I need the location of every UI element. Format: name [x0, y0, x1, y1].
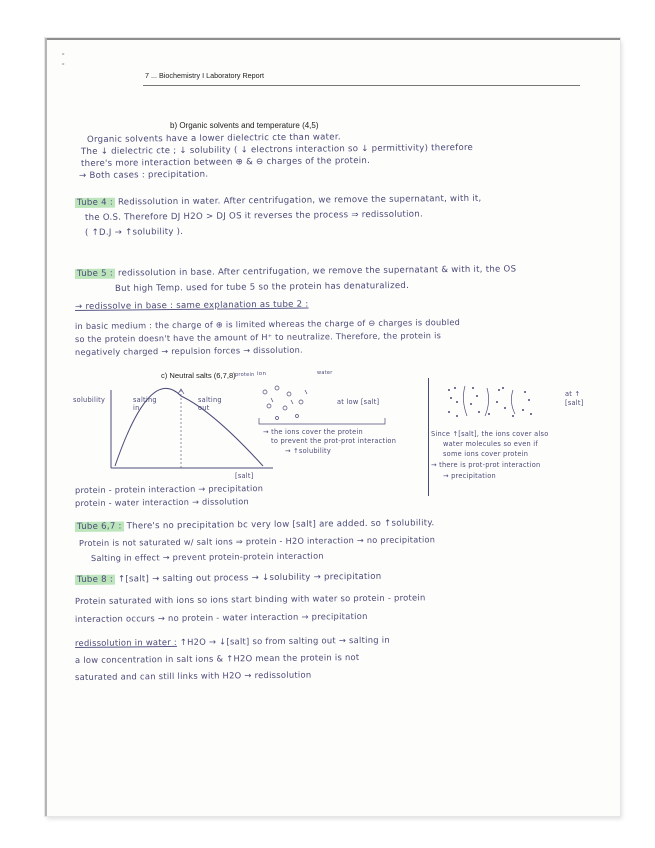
tube67-text: There's no precipitation bc very low [salt] are added. so ↑solubility.: [126, 518, 435, 532]
high-salt-note: water molecules so even if: [443, 440, 538, 448]
para-b-line: The ↓ dielectric cte ; ↓ solubility ( ↓ electrons interaction so ↓ permittivity) therefore: [80, 142, 474, 157]
redissolution-text: ↑H2O → ↓[salt] so from salting out → salting in: [179, 634, 390, 647]
section-c-title: c) Neutral salts (6,7,8): [161, 371, 236, 380]
tube4-label: Tube 4 :: [76, 197, 114, 208]
redissolution-label: redissolution in water :: [74, 636, 177, 648]
below-graph-line: protein - water interaction → dissolution: [74, 496, 249, 508]
graph-salting-out: salting out: [198, 396, 222, 412]
tube67-label: Tube 6,7 :: [76, 521, 122, 532]
page-top-edge: [45, 38, 620, 40]
punch-mark: ∘: [61, 51, 66, 58]
tube8-line: interaction occurs → no protein - water interaction → precipitation: [74, 610, 368, 624]
ion-label: ion: [257, 371, 267, 377]
tube5-line: negatively charged → repulsion forces → dissolution.: [74, 344, 303, 357]
para-b-line: → Both cases : precipitation.: [78, 169, 209, 181]
tube4-text: Redissolution in water. After centrifugation, we remove the supernatant, with it,: [117, 193, 482, 208]
tube8-label: Tube 8 :: [76, 574, 114, 585]
low-salt-note: → ↑solubility: [285, 447, 332, 455]
page-left-edge: [45, 38, 47, 816]
tube4-line: ( ↑D.J → ↑solubility ).: [84, 226, 184, 238]
tube5-line: → redissolve in base : same explanation as tube 2 :: [74, 299, 309, 312]
tube4-line: the O.S. Therefore DJ H2O > DJ OS it reverses the process ⇒ redissolution.: [84, 209, 424, 223]
tube8-line: Protein saturated with ions so ions start binding with water so protein - protein: [74, 592, 426, 606]
solubility-curve-graph: [105, 386, 275, 476]
high-salt-label: at ↑ [salt]: [565, 390, 584, 407]
tube4-line: [75, 194, 482, 208]
redissolution-line: a low concentration in salt ions & ↑H2O mean the protein is not: [74, 652, 360, 665]
redissolution-line: [75, 635, 390, 648]
tube5-label: Tube 5 :: [76, 268, 114, 279]
punch-mark: ∘: [61, 61, 66, 68]
header-rule: [143, 85, 580, 86]
tube5-line: But high Temp. used for tube 5 so the protein has denaturalized.: [114, 280, 410, 294]
para-b-line: there's more interaction between ⊕ & ⊖ charges of the protein.: [80, 155, 371, 169]
low-salt-note: to prevent the prot-prot interaction: [271, 437, 397, 445]
graph-xlabel: [salt]: [235, 472, 254, 480]
section-b-title: b) Organic solvents and temperature (4,5): [170, 121, 319, 130]
redissolution-line: saturated and can still links with H2O → redissolution: [74, 669, 312, 682]
water-label: water: [317, 370, 333, 376]
graph-ylabel: solubility: [73, 396, 106, 404]
low-salt-bracket: [257, 416, 387, 428]
low-salt-note: → the ions cover the protein: [263, 428, 363, 436]
high-salt-sketch: [443, 382, 563, 422]
tube8-line: [75, 572, 382, 585]
report-page: [45, 38, 620, 816]
tube5-text: redissolution in base. After centrifugation, we remove the supernatant & with it, the OS: [117, 264, 517, 279]
low-salt-label: at low [salt]: [337, 398, 380, 406]
graph-salting-in: salting in: [133, 396, 157, 412]
high-salt-note: some ions cover protein: [443, 450, 529, 458]
page-header: 7 ... Biochemistry I Laboratory Report: [145, 71, 265, 80]
tube5-line: in basic medium : the charge of ⊕ is limited whereas the charge of ⊖ charges is doubled: [74, 316, 461, 331]
column-divider: [428, 378, 429, 496]
below-graph-line: protein - protein interaction → precipitation: [74, 483, 264, 495]
protein-label: protein: [235, 372, 255, 378]
tube67-line: Salting in effect → prevent protein-protein interaction: [90, 550, 324, 563]
tube67-line: Protein is not saturated w/ salt ions ⇒ protein - H2O interaction → no precipitation: [78, 534, 436, 548]
high-salt-note: Since ↑[salt], the ions cover also: [431, 430, 549, 438]
tube5-line: so the protein doesn't have the amount of H⁺ to neutralize. Therefore, the protein is: [74, 330, 442, 344]
tube67-line: [75, 518, 435, 532]
tube8-text: ↑[salt] → salting out process → ↓solubility → precipitation: [117, 571, 382, 585]
tube5-line: [75, 264, 516, 279]
para-b-line: Organic solvents have a lower dielectric cte than water.: [86, 132, 341, 145]
high-salt-note: → there is prot-prot interaction: [431, 461, 541, 469]
high-salt-note: → precipitation: [443, 472, 496, 480]
